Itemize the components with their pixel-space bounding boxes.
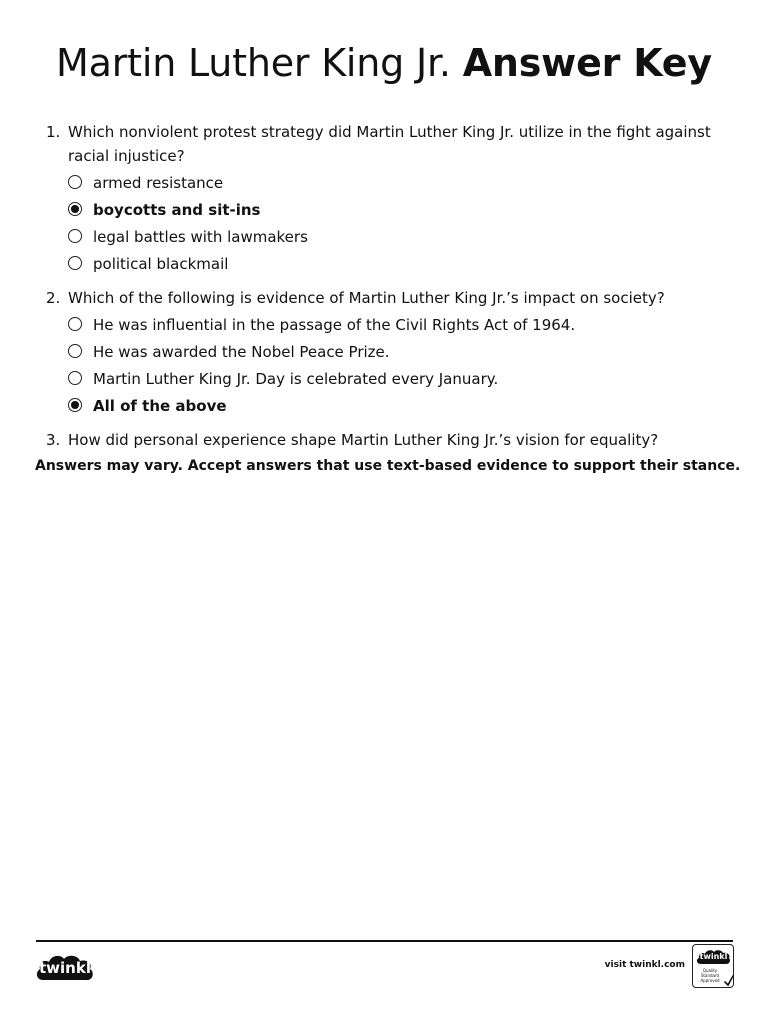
option-all-of-the-above[interactable]: [68, 393, 738, 420]
radio-unselected-icon[interactable]: [68, 317, 82, 331]
radio-unselected-icon[interactable]: [68, 229, 82, 243]
option-label: All of the above: [93, 397, 227, 415]
question-number: 2.: [46, 289, 61, 307]
option-civil-rights-act[interactable]: [68, 312, 738, 339]
checkmark-icon: [724, 975, 734, 987]
visit-link[interactable]: visit twinkl.com: [604, 960, 685, 970]
option-legal-battles[interactable]: [68, 224, 738, 251]
radio-unselected-icon[interactable]: [68, 256, 82, 270]
logo-text: twinkl: [39, 959, 91, 977]
question-number: 3.: [46, 431, 61, 449]
answer-note: Answers may vary. Accept answers that use text-based evidence to support their stance.: [35, 458, 741, 474]
question-text: Which of the following is evidence of Martin Luther King Jr.’s impact on society?: [68, 289, 665, 307]
option-label: He was influential in the passage of the Civil Rights Act of 1964.: [93, 316, 576, 334]
option-mlk-day[interactable]: [68, 366, 738, 393]
option-list: [68, 312, 738, 420]
option-label: Martin Luther King Jr. Day is celebrated every January.: [93, 370, 499, 388]
quality-standard-badge-icon: [692, 944, 734, 988]
twinkl-logo[interactable]: [35, 951, 95, 985]
radio-selected-icon[interactable]: [68, 202, 82, 216]
radio-selected-icon[interactable]: [68, 398, 82, 412]
radio-unselected-icon[interactable]: [68, 175, 82, 189]
page-title: [0, 38, 768, 88]
title-name: Martin Luther King Jr.: [56, 41, 451, 85]
badge-caption-line2: Approved: [700, 978, 720, 983]
option-boycotts-and-sit-ins[interactable]: [68, 197, 738, 224]
badge-caption: [694, 968, 726, 983]
question-1: [38, 120, 738, 278]
option-label: boycotts and sit-ins: [93, 201, 261, 219]
question-text: How did personal experience shape Martin Luther King Jr.’s vision for equality?: [68, 431, 659, 449]
option-label: He was awarded the Nobel Peace Prize.: [93, 343, 390, 361]
option-label: armed resistance: [93, 174, 224, 192]
option-label: legal battles with lawmakers: [93, 228, 308, 246]
badge-logo-text: twinkl: [699, 952, 728, 961]
footer-divider: [36, 940, 733, 942]
title-answer-key: Answer Key: [462, 41, 712, 85]
question-3: [38, 428, 738, 452]
option-political-blackmail[interactable]: [68, 251, 738, 278]
option-armed-resistance[interactable]: [68, 170, 738, 197]
option-nobel-peace-prize[interactable]: [68, 339, 738, 366]
option-label: political blackmail: [93, 255, 229, 273]
radio-unselected-icon[interactable]: [68, 344, 82, 358]
question-list: [38, 120, 738, 460]
question-number: 1.: [46, 123, 61, 141]
question-text: Which nonviolent protest strategy did Martin Luther King Jr. utilize in the fight against racial injustice?: [68, 123, 711, 165]
question-2: [38, 286, 738, 420]
badge-caption-line1: Quality Standard: [700, 968, 720, 978]
radio-unselected-icon[interactable]: [68, 371, 82, 385]
option-list: [68, 170, 738, 278]
